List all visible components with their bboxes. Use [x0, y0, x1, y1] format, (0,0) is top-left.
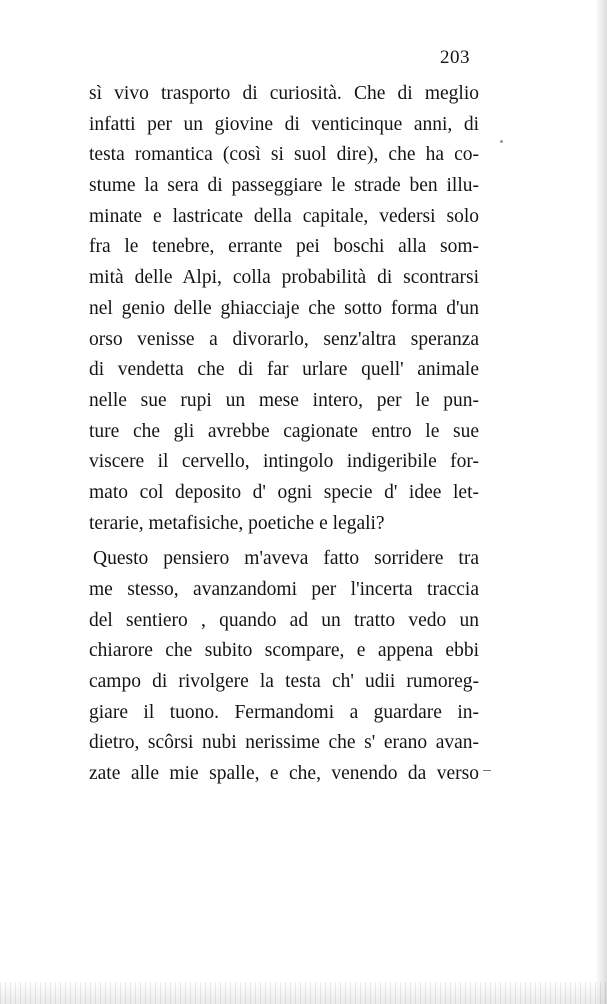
text-line: sì vivo trasporto di curiosità. Che di meglio [89, 83, 479, 104]
body-text [89, 79, 479, 790]
text-line: campo di rivolgere la testa ch' udii rumoreg- [89, 671, 479, 693]
text-line: nel genio delle ghiacciaje che sotto forma d'un [89, 297, 479, 319]
text-line: mato col deposito d' ogni specie d' idee let- [89, 481, 479, 503]
text-line: viscere il cervello, intingolo indigeribile for- [89, 451, 479, 473]
text-line: mità delle Alpi, colla probabilità di scontrarsi [89, 267, 479, 289]
paragraph-1 [89, 79, 479, 539]
text-line: testa romantica (così si suol dire), che ha co- [89, 144, 479, 166]
text-line: fra le tenebre, errante pei boschi alla som- [89, 236, 479, 258]
paragraph-2 [89, 544, 479, 790]
text-line: chiarore che subito scompare, e appena ebbi [89, 640, 479, 662]
text-line: Questo pensiero m'aveva fatto sorridere tra [93, 548, 479, 570]
text-line: di vendetta che di far urlare quell' animale [89, 359, 479, 381]
text-line: giare il tuono. Fermandomi a guardare in- [89, 701, 479, 723]
text-line: stume la sera di passeggiare le strade ben illu- [89, 175, 479, 197]
scan-mark [483, 770, 491, 771]
scan-speck [500, 140, 503, 143]
text-line: terarie, metafisiche, poetiche e legali? [89, 512, 385, 534]
text-line: me stesso, avanzandomi per l'incerta traccia [89, 579, 479, 600]
text-line: minate e lastricate della capitale, vedersi solo [89, 205, 479, 227]
text-line: ture che gli avrebbe cagionate entro le sue [89, 420, 479, 442]
text-line: zate alle mie spalle, e che, venendo da verso [89, 763, 479, 785]
text-line: nelle sue rupi un mese intero, per le pun- [89, 389, 479, 411]
page-number: 203 [440, 47, 470, 68]
text-line: orso venisse a divorarlo, senz'altra speranza [89, 328, 479, 350]
scan-bottom-edge [0, 982, 607, 1004]
text-line: infatti per un giovine di venticinque anni, di [89, 113, 479, 135]
text-line: dietro, scôrsi nubi nerissime che s' erano avan- [89, 732, 479, 754]
text-line: del sentiero , quando ad un tratto vedo un [89, 609, 479, 631]
page-edge-shadow [595, 0, 607, 1004]
